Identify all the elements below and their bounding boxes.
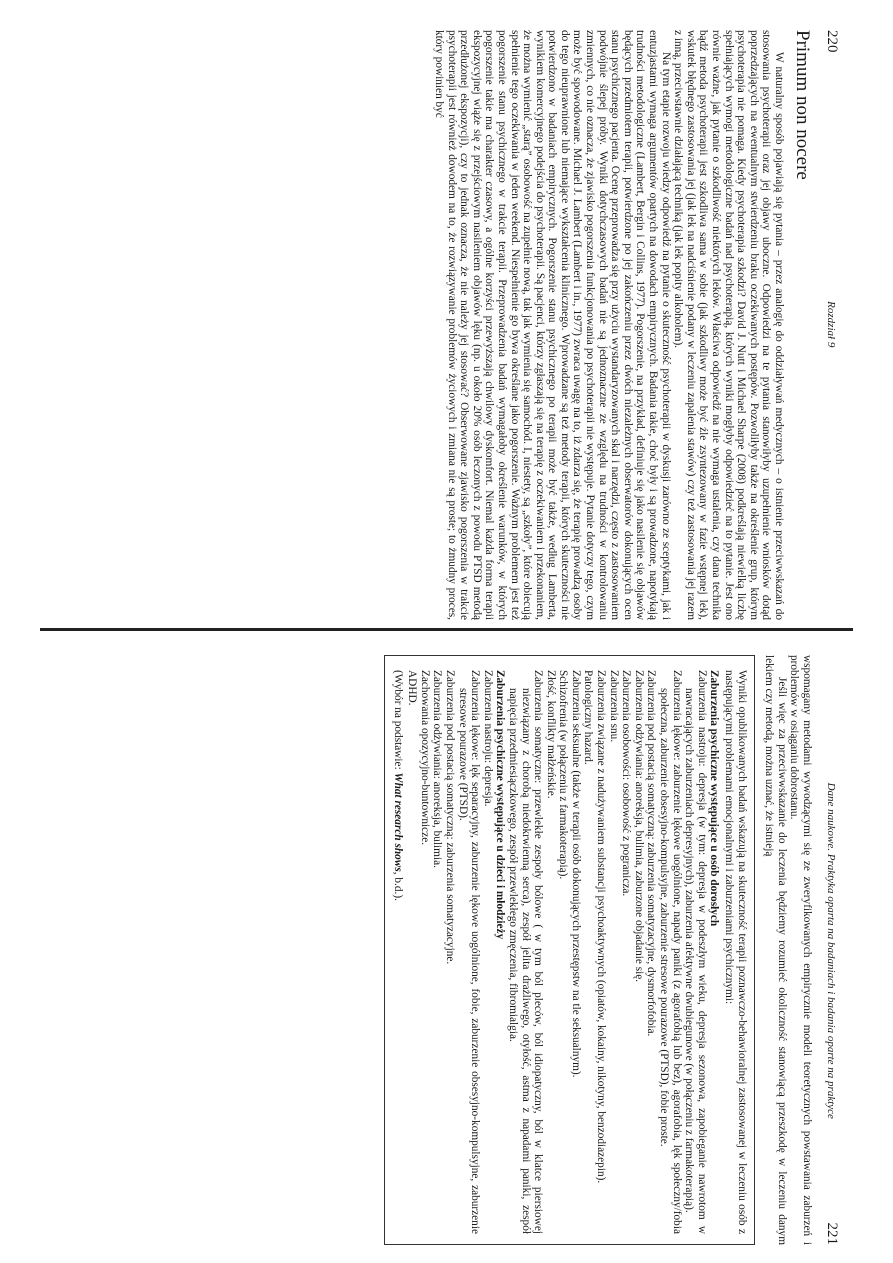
list-item: Zaburzenia osobowości: osobowość z pogranicza.	[620, 670, 633, 897]
list-item: Zaburzenia seksualne (także w terapii osób dokonujących przestępstw na tle seksualnym).	[569, 670, 582, 1078]
running-header	[823, 30, 840, 620]
body-paragraph: Na tym etapie rozwoju wiedzy odpowiedź na pytanie o skuteczność psychoterapii w dyskusji zarówno ze sceptykami, jak i entuzjastami wymaga argumentów opartych na dowodach empirycznych. Badania takie, choć były i są prowadzone, napotykają trudności metodologiczne (Lambert, Bergin i Collins, 1977). Pogorszenie, na przykład, definiuje się jako nasilenie się objawów będących przedmiotem terapii, potwierdzone po jej zakończeniu przez dwóch niezależnych obserwatorów dokonujących ocen stanu psychicznego pacjenta. Ocenę przeprowadza się przy użyciu wystandaryzowanych skal i narzędzi, często z zastosowaniem podwójnie ślepej próby. Wyniki dotychczasowych badań nie są jednoznaczne ze względu na trudności w kontrolowaniu zmiennych, co nie oznacza, że zjawisko pogorszenia funkcjonowania po psychoterapii nie występuje. Pytanie dotyczy tego, czym może być spowodowane. Michael J. Lambert (Lambert i in., 1977) zwraca uwagę na to, iż zdarza się, że terapię prowadzą osoby do tego nieuprawnione lub niemające wykształcenia klinicznego. Wprowadzane są też metody terapii, których skuteczności nie potwierdzono w badaniach empirycznych. Pogorszenie stanu psychicznego po terapii może być także, według Lamberta, wynikiem komercyjnego podejścia do psychoterapii. Są pacjenci, którzy zgłaszają się na terapię z oczekiwaniem i przekonaniem, że można wymienić „starą” osobowość na zupełnie nową, tak jak wymienia się samochód. I, niestety, są „szkoły”, które obiecują spełnienie tego oczekiwania w jeden weekend. Niespełnienie go bywa określane jako pogorszenie. Ważnym problemem jest też pogorszenie stanu psychicznego w trakcie terapii. Przeprowadzenia badań wymagałoby określenie warunków, w których pogorszenie takie ma charakter czasowy, a ogólne korzyści przewyższają chwilowy dyskomfort. Niemal każda forma terapii ekspozycyjnej wiąże się z przejściowym nasileniem objawów lęku (np. u około 20% osób leczonych z powodu PTSD metodą przedłużonej ekspozycji), czy to jednak oznacza, że nie należy jej stosować? Obserwowane zjawisko pogorszenia w trakcie psychoterapii jest również dowodem na to, że rozwiązywanie problemów życiowych i zmiana nie są proste; to żmudny proces, który powinien być	[432, 30, 672, 620]
page-divider	[40, 628, 853, 631]
list-item: Zaburzenia nastroju: depresja (w tym: depresja w podeszłym wieku, depresja sezonowa, zapobieganie nawrotom w nawracających zaburzeniach depresyjnych), zaburzenia afektywne dwubiegunowe (w połączeniu z farmakoterapią).	[683, 670, 708, 1234]
list-item: Zaburzenia odżywiania: anoreksja, bulimia.	[431, 670, 444, 868]
list-item: Zaburzenia snu.	[607, 670, 620, 743]
list-item: ADHD.	[406, 670, 419, 706]
source-suffix: , b.d.).	[391, 871, 404, 901]
list-item: Zaburzenia lękowe: zaburzenie lękowe uogólnione, napady paniki (z agorafobią lub bez), agorafobia, lęk społeczny/fobia społeczna, zaburzenie obsesyjno-kompulsyjne, zaburzenie stresowe pourazowe (PTSD), fobie proste.	[658, 670, 683, 1234]
page-220	[14, 30, 840, 620]
running-head-text: Rozdział 9	[825, 301, 837, 348]
info-box	[384, 655, 755, 1245]
page-221	[14, 655, 840, 1245]
page-number: 220	[824, 30, 840, 53]
list-item: Złość, konflikty małżeńskie.	[544, 670, 557, 799]
source-prefix: (Wybór na podstawie:	[391, 670, 404, 773]
list-item: Zaburzenia odżywiania: anoreksja, bulimia, zaburzone objadanie się.	[632, 670, 645, 983]
box-source	[391, 670, 404, 1234]
source-title: What research shows	[391, 772, 404, 872]
list-item: Schizofrenia (w połączeniu z farmakoterapią).	[557, 670, 570, 880]
list-item: Zaburzenia pod postacią somatyczną: zaburzenia somatyzacyjne.	[443, 670, 456, 965]
list-item: Zaburzenia pod postacią somatyczną: zaburzenia somatyzacyjne, dysmorfofobia.	[645, 670, 658, 1037]
body-paragraph: Jeśli więc za przeciwwskazanie do leczenia będziemy rozumieć okoliczność stanowiącą przeszkodę w leczeniu danym lekiem czy metodą, można uznać, że istnieją	[763, 655, 788, 1245]
page-number: 221	[824, 1222, 840, 1245]
list-item: Zaburzenia związane z nadużywaniem substancji psychoaktywnych (opiatów, kokainy, nikotyny, benzodiazepin).	[595, 670, 608, 1184]
running-head-text: Dane naukowe. Praktyka oparta na badaniach i badania oparte na praktyce	[825, 782, 837, 1119]
box-heading-adults: Zaburzenia psychiczne występujące u osób dorosłych	[708, 670, 721, 927]
box-intro: Wyniki opublikowanych badań wskazują na skuteczność terapii poznawczo-behawioralnej zastosowanej w leczeniu osób z następującymi problemami emocjonalnymi i zaburzeniami psychicznymi:	[723, 670, 748, 1234]
list-item: Zaburzenia nastroju: depresja.	[481, 670, 494, 807]
body-paragraph: wspomagany metodami wywodzącymi się ze zweryfikowanych empirycznie modeli teoretycznych powstawania zaburzeń i problemów w osiąganiu dobrostanu.	[788, 655, 813, 1245]
body-paragraph: W naturalny sposób pojawiają się pytania – przez analogię do oddziaływań medycznych – o istnienie przeciwwskazań do stosowania psychoterapii oraz jej objawy uboczne. Odpowiedzi na te pytania stanowiłyby uzupełnienie wniosków dotąd poprzedzających na ewentualnym stwierdzeniu braku oczekiwanych postępów. Pozwoliłyby także na określenie grup, którym psychoterapia nie pomaga. Kiedy psychoterapia szkodzi? David J. Nutt i Michael Sharpe (2008) podkreślają niewielką liczbę spełniających wymogi metodologiczne badań nad psychoterapią, których wyniki mogłyby odpowiedzieć na to pytanie. Jest ono równie ważne, jak pytanie o szkodliwość niektórych leków. Właściwa odpowiedź na nie wymaga ustalenia, czy dana technika bądź metoda psychoterapii jest szkodliwa sama w sobie (jak szkodliwy może być źle zsyntezowany w fazie wstępnej lek), wskutek błędnego zastosowania jej (jak lek na nadciśnienie podany w leczeniu zapalenia stawów) czy też zastosowania jej razem z inną, przeciwstawnie działającą techniką (jak lek popity alkoholem).	[672, 30, 785, 620]
running-header	[823, 655, 840, 1245]
list-item: Zaburzenia lękowe: lęk separacyjny, zaburzenie lękowe uogólnione, fobie, zaburzenie obsesyjno-kompulsyjne, zaburzenie stresowe pourazowe (PTSD).	[456, 670, 482, 1234]
list-item: Zachowania opozycyjno-buntownicze.	[418, 670, 431, 846]
list-item: Zaburzenia somatyczne: przewlekłe zespoły bólowe ( w tym ból pleców, ból idiopatyczny, ból w klatce piersiowej niezwiązany z chorobą niedokrwienną serca), zespół jelita drażliwego, otyłość, astma z napadami paniki, zespół napięcia przedmiesiączkowego, zespół przewlekłego zmęczenia, fibromialgia.	[506, 670, 545, 1234]
list-item: Patologiczny hazard.	[582, 670, 595, 765]
box-heading-children: Zaburzenia psychiczne występujące u dzieci i młodzieży	[494, 670, 507, 940]
section-title: Primum non nocere	[792, 30, 813, 180]
